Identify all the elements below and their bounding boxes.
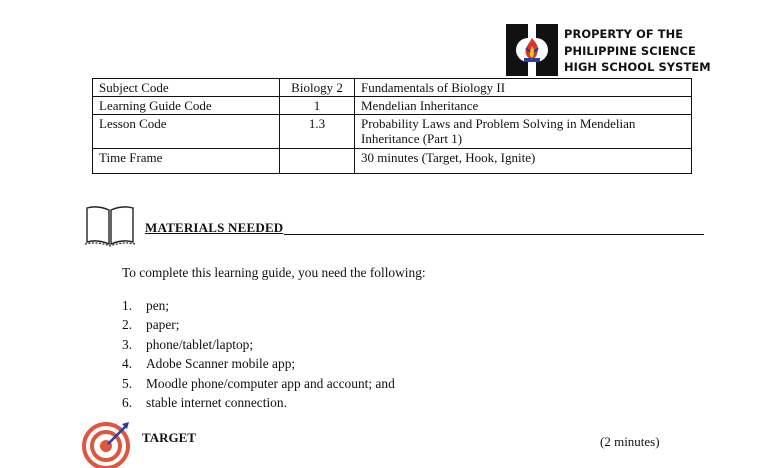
row-description: 30 minutes (Target, Hook, Ignite) [355, 149, 692, 174]
section-title: TARGET [142, 430, 196, 445]
section-title: MATERIALS NEEDED [145, 220, 284, 235]
item-number: 6. [122, 394, 133, 410]
lesson-info-table [92, 78, 692, 174]
materials-list [122, 296, 395, 412]
row-value: 1.3 [280, 115, 355, 149]
logo-line: HIGH SCHOOL SYSTEM [564, 60, 711, 74]
item-text: stable internet connection. [146, 394, 287, 410]
table-row [93, 115, 692, 149]
pshs-logo [506, 24, 711, 76]
table-row [93, 149, 692, 174]
list-item [122, 315, 395, 334]
item-text: Moodle phone/computer app and account; and [146, 375, 395, 391]
row-label: Learning Guide Code [93, 97, 280, 115]
item-text: pen; [146, 298, 170, 313]
table-row [93, 79, 692, 97]
item-number: 3. [122, 336, 133, 352]
divider [284, 234, 704, 235]
pshs-seal-icon [506, 24, 558, 76]
row-value: 1 [280, 97, 355, 115]
item-number: 1. [122, 298, 133, 313]
logo-line: PROPERTY OF THE [564, 27, 684, 41]
row-description: Mendelian Inheritance [355, 97, 692, 115]
target-section-header [82, 418, 702, 449]
duration-note: (2 minutes) [600, 434, 660, 449]
logo-wordmark [564, 26, 711, 76]
row-label: Time Frame [93, 149, 280, 174]
row-value [280, 149, 355, 174]
list-item [122, 374, 395, 393]
open-book-icon [84, 204, 136, 248]
list-item [122, 354, 395, 373]
item-number: 4. [122, 356, 133, 372]
list-item [122, 296, 395, 315]
logo-line: PHILIPPINE SCIENCE [564, 43, 696, 58]
item-number: 2. [122, 317, 133, 333]
row-value: Biology 2 [280, 79, 355, 97]
row-description: Probability Laws and Problem Solving in Mendelian Inheritance (Part 1) [355, 115, 692, 149]
row-label: Subject Code [93, 79, 280, 97]
list-item [122, 393, 395, 412]
materials-intro: To complete this learning guide, you need the following: [122, 265, 426, 280]
table-row [93, 97, 692, 115]
item-number: 5. [122, 375, 133, 391]
item-text: paper; [146, 317, 180, 333]
list-item [122, 335, 395, 354]
row-label: Lesson Code [93, 115, 280, 149]
target-icon [82, 418, 132, 468]
item-text: phone/tablet/laptop; [146, 336, 254, 352]
row-description: Fundamentals of Biology II [355, 79, 692, 97]
item-text: Adobe Scanner mobile app; [146, 356, 296, 372]
materials-section-header [84, 204, 704, 248]
